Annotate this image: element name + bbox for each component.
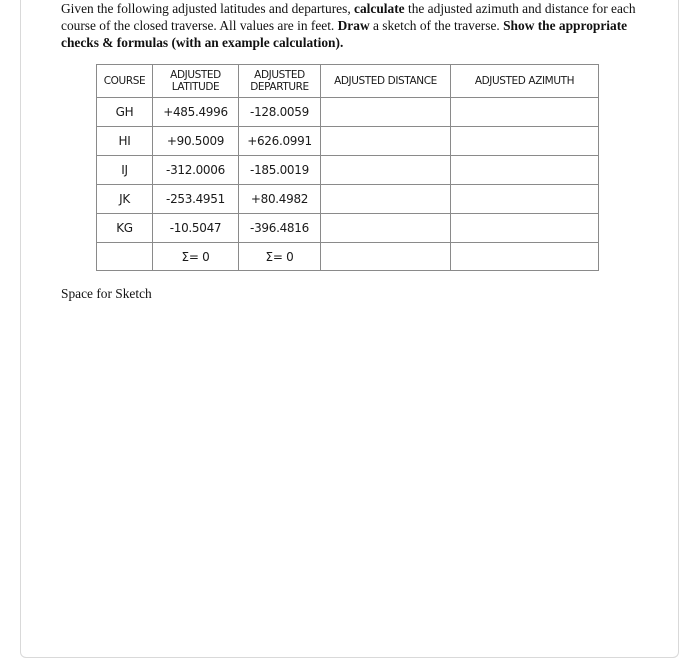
table-row [97, 156, 599, 185]
header-course: COURSE [97, 65, 153, 98]
instructions-text: Given the following adjusted latitudes and departures, calculate the adjusted azimuth and distance for each course of the closed traverse. All values are in feet. Draw a sketch of the traverse. Show the appropriate checks & formulas (with an example calculation). [61, 1, 636, 50]
departure-sum: Σ= 0 [239, 243, 321, 271]
distance-cell[interactable] [321, 98, 451, 127]
sum-course-empty [97, 243, 153, 271]
latitude-sum: Σ= 0 [153, 243, 239, 271]
latitude-cell: -312.0006 [153, 156, 239, 185]
emphasis-checks: Show the appropriate checks & formulas (with an example calculation). [61, 18, 628, 50]
header-adjusted-distance: ADJUSTED DISTANCE [321, 65, 451, 98]
distance-cell[interactable] [321, 127, 451, 156]
course-cell: HI [97, 127, 153, 156]
latitude-cell: +90.5009 [153, 127, 239, 156]
departure-cell: -128.0059 [239, 98, 321, 127]
table-header-row [97, 65, 599, 98]
latitude-cell: -253.4951 [153, 185, 239, 214]
emphasis-calculate: calculate [354, 1, 405, 16]
azimuth-sum-empty[interactable] [451, 243, 599, 271]
departure-cell: +626.0991 [239, 127, 321, 156]
course-cell: KG [97, 214, 153, 243]
table-row [97, 127, 599, 156]
table-sum-row [97, 243, 599, 271]
traverse-table [96, 64, 599, 271]
azimuth-cell[interactable] [451, 98, 599, 127]
latitude-cell: -10.5047 [153, 214, 239, 243]
emphasis-draw: Draw [337, 18, 370, 33]
latitude-cell: +485.4996 [153, 98, 239, 127]
azimuth-cell[interactable] [451, 156, 599, 185]
departure-cell: +80.4982 [239, 185, 321, 214]
departure-cell: -396.4816 [239, 214, 321, 243]
course-cell: IJ [97, 156, 153, 185]
course-cell: GH [97, 98, 153, 127]
distance-cell[interactable] [321, 156, 451, 185]
table-row [97, 98, 599, 127]
header-adjusted-latitude: ADJUSTED LATITUDE [153, 65, 239, 98]
distance-cell[interactable] [321, 185, 451, 214]
distance-cell[interactable] [321, 214, 451, 243]
table-row [97, 214, 599, 243]
header-adjusted-departure: ADJUSTED DEPARTURE [239, 65, 321, 98]
azimuth-cell[interactable] [451, 214, 599, 243]
azimuth-cell[interactable] [451, 185, 599, 214]
course-cell: JK [97, 185, 153, 214]
azimuth-cell[interactable] [451, 127, 599, 156]
header-adjusted-azimuth: ADJUSTED AZIMUTH [451, 65, 599, 98]
departure-cell: -185.0019 [239, 156, 321, 185]
distance-sum-empty[interactable] [321, 243, 451, 271]
table-row [97, 185, 599, 214]
sketch-area-label: Space for Sketch [61, 286, 152, 301]
